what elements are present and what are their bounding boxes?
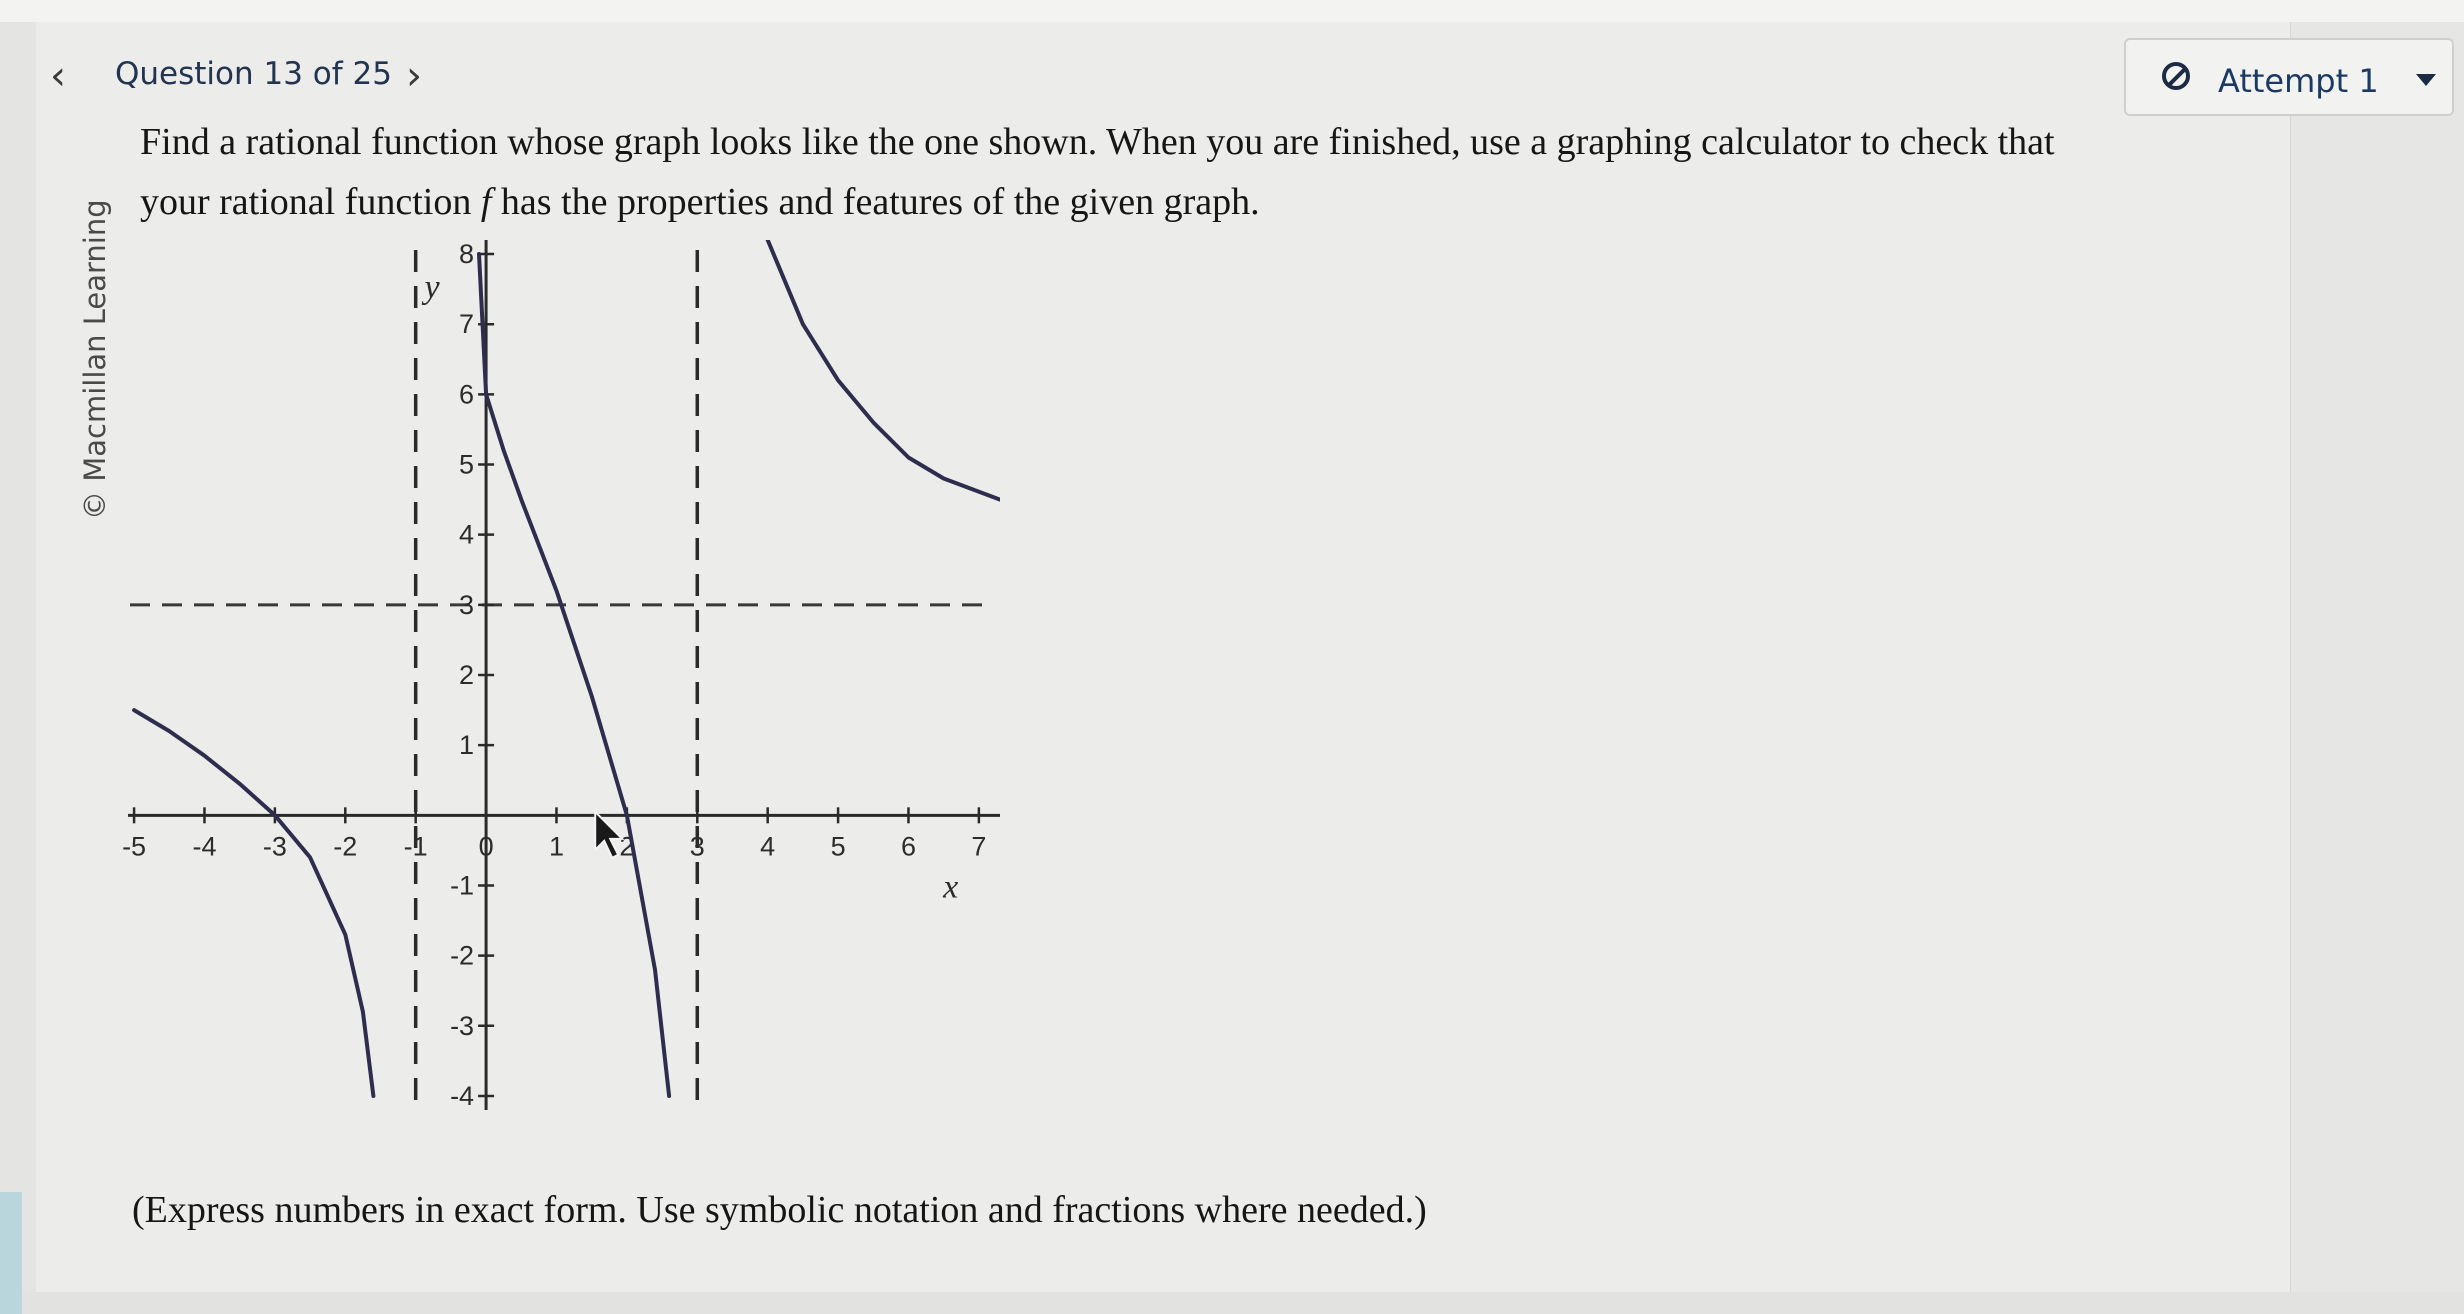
y-tick-label: 8 [459,240,475,270]
y-tick-label: -4 [450,1080,475,1110]
prompt-line-1: Find a rational function whose graph looks like the one shown. When you are finished, use a graphing calculator to check that [140,121,2055,163]
prompt-line-2-end: has the properties and features of the given graph. [491,181,1260,223]
y-tick-label: -2 [450,940,475,971]
x-tick-label: 1 [548,831,564,862]
x-tick-label: -2 [333,831,358,862]
attempt-dropdown[interactable] [2124,38,2454,116]
x-axis-label: x [943,868,959,906]
curve-branch-1 [134,710,373,1096]
prev-question-button[interactable]: ‹ [50,53,66,99]
x-tick-label: 5 [830,831,846,862]
x-tick-label: 2 [619,831,635,862]
x-tick-label: 6 [900,831,916,862]
x-tick-label: -5 [122,831,147,862]
curve-branch-2 [479,254,669,1096]
function-symbol: f [480,181,492,223]
attempt-label: Attempt 1 [2218,62,2379,100]
y-tick-label: 2 [459,660,475,690]
mouse-cursor-icon [595,812,622,858]
next-question-button[interactable]: › [406,53,422,99]
answer-instructions: (Express numbers in exact form. Use symbolic notation and fractions where needed.) [132,1189,1427,1231]
y-tick-label: -1 [450,870,475,901]
x-tick-label: 0 [478,831,494,862]
y-tick-label: 7 [459,309,475,340]
prompt-line-2 [140,172,2260,232]
y-tick-label: -3 [450,1010,475,1041]
y-tick-label: 6 [459,379,475,410]
x-tick-label: 3 [689,831,705,862]
y-tick-label: 1 [459,730,475,761]
side-tab[interactable] [0,1192,22,1314]
y-tick-label: 5 [459,449,475,480]
copyright-text: © Macmillan Learning [78,199,112,520]
copyright-vertical [78,180,122,520]
x-tick-label: -3 [262,831,287,862]
x-tick-label: -4 [192,831,217,862]
prompt-line-2-start: your rational function [140,181,481,223]
graph-svg [120,240,1000,1110]
question-prompt [140,112,2260,232]
right-panel [2290,22,2464,1292]
x-tick-label: 4 [760,831,776,862]
curve-branch-3 [768,240,1000,500]
caret-down-icon [2416,74,2436,86]
question-counter: Question 13 of 25 [115,56,392,92]
x-tick-label: 7 [971,831,987,862]
y-tick-label: 3 [459,589,475,620]
left-gutter [0,22,36,1292]
no-entry-icon [2162,62,2190,90]
rational-function-graph [120,240,1000,1110]
x-tick-label: -1 [403,831,428,862]
y-tick-label: 4 [459,519,475,550]
browser-top-strip [0,0,2464,23]
y-axis-label: y [424,269,440,306]
